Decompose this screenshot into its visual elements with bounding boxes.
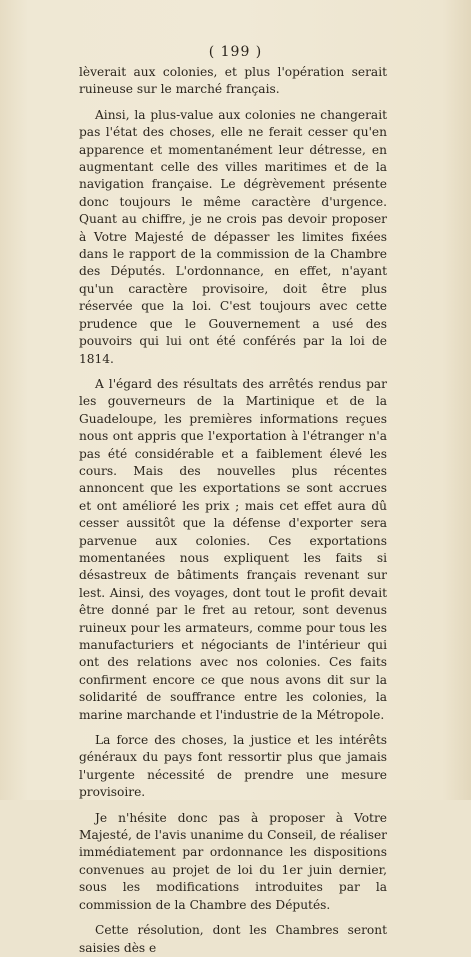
paragraph-plus-value: Ainsi, la plus-value aux colonies ne changerait pas l'état des choses, elle ne ferait cesser qu'en apparence et momentanément leur détresse, en augmentant celle des villes maritimes et de la navigation française. Le dégrèvement présente donc toujours le même caractère d'urgence. Quant au chiffre, je ne crois pas devoir proposer à Votre Majesté de dépasser les limites fixées dans le rapport de la commission de la Chambre des Députés. L'ordonnance, en effet, n'ayant qu'un caractère provisoire, doit être plus réservée que la loi. C'est toujours avec cette prudence que le Gouvernement a usé des pouvoirs qui lui ont été conférés par la loi de 1814. bbox=[79, 107, 387, 366]
paragraph-proposition: Je n'hésite donc pas à proposer à Votre Majesté, de l'avis unanime du Conseil, de réaliser immédiatement par ordonnance les dispositions convenues au projet de loi du 1er juin dernier, sous les modifications introduites par la commission de la Chambre des Députés. bbox=[79, 810, 387, 912]
paragraph-resolution: Cette résolution, dont les Chambres seront saisies dès e bbox=[79, 923, 387, 955]
paragraph-gouverneurs: A l'égard des résultats des arrêtés rendus par les gouverneurs de la Martinique et de la Guadeloupe, les premières informations reçues nous ont appris que l'exportation à l'étranger n'a pas été considérable et a faiblement élevé les cours. Mais des nouvelles plus récentes annoncent que les exportations se sont accrues et ont amélioré les prix ; mais cet effet aura dû cesser aussitôt que la défense d'exporter sera parvenue aux colonies. Ces exportations momentanées nous expliquent les faits si désastreux de bâtiments français revenant sur lest. Ainsi, des voyages, dont tout le profit devait être donné par le fret au retour, sont devenus ruineux pour les armateurs, comme pour tous les manufacturiers et négociants de l'intérieur qui ont des relations avec nos colonies. Ces faits confirment encore ce que nous avons dit sur la solidarité de souffrance entre les colonies, la marine marchande et l'industrie de la Métropole. bbox=[79, 376, 387, 722]
page-number: ( 199 ) bbox=[208, 44, 263, 60]
paragraph-continuation: lèverait aux colonies, et plus l'opération serait ruineuse sur le marché français. bbox=[79, 65, 387, 97]
body-text bbox=[79, 64, 387, 957]
paragraph-force-des-choses: La force des choses, la justice et les intérêts généraux du pays font ressortir plus que jamais l'urgente nécessité de prendre une mesure provisoire. bbox=[79, 733, 387, 800]
